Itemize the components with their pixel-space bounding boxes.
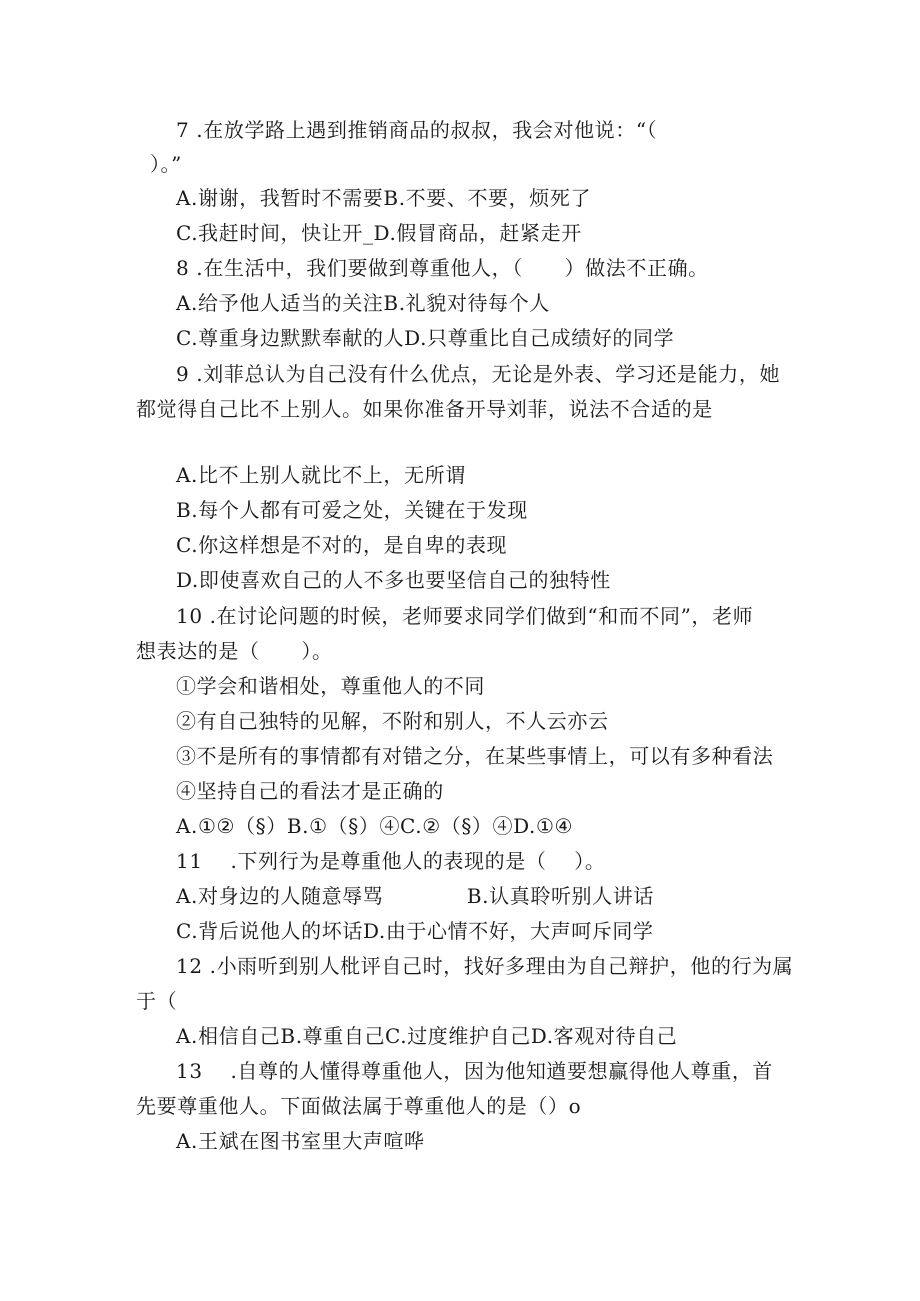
- question-10-statement-4: ④坚持自己的看法才是正确的: [176, 779, 444, 803]
- question-10-stem-cont: 想表达的是（ ）。: [136, 639, 333, 663]
- question-11-options-cd: C.背后说他人的坏话D.由于心情不好，大声呵斥同学: [176, 919, 654, 943]
- question-13-option-a: A.王斌在图书室里大声喧哗: [176, 1129, 425, 1153]
- question-7-options-ab: A.谢谢，我暂时不需要B.不要、不要，烦死了: [176, 186, 592, 210]
- question-13-stem: 13 .自尊的人懂得尊重他人，因为他知遒要想赢得他人尊重，首: [176, 1059, 774, 1083]
- question-12-options: A.相信自己B.尊重自己C.过度维护自己D.客观对待自己: [176, 1024, 678, 1048]
- question-10-statement-1: ①学会和谐相处，尊重他人的不同: [176, 674, 485, 698]
- question-9-stem: 9 .刘菲总认为自己没有什么优点，无论是外表、学习还是能力，她: [176, 362, 781, 386]
- question-7-stem-cont: ）。”: [136, 152, 182, 176]
- question-7-stem: 7 .在放学路上遇到推销商品的叔叔，我会对他说：“（: [176, 118, 658, 142]
- question-9-option-a: A.比不上别人就比不上，无所谓: [176, 463, 466, 487]
- question-10-statement-3: ③不是所有的事情都有对错之分，在某些事情上，可以有多种看法: [176, 744, 774, 768]
- question-12-stem-cont: 于（: [136, 989, 178, 1013]
- question-12-stem: 12 .小雨听到别人枇评自己时，找好多理由为自己辩护，他的行为属: [176, 954, 794, 978]
- question-10-statement-2: ②有自己独特的见解，不附和别人，不人云亦云: [176, 709, 609, 733]
- question-13-stem-cont: 先要尊重他人。下面做法属于尊重他人的是（）o: [136, 1094, 582, 1118]
- question-7-options-cd: C.我赶时间，快让开_D.假冒商品，赶紧走开: [176, 221, 582, 245]
- question-8-stem: 8 .在生活中，我们要做到尊重他人，（ ）做法不正确。: [176, 256, 709, 280]
- question-9-option-b: B.每个人都有可爱之处，关键在于发现: [176, 498, 528, 522]
- question-11-stem: 11 .下列行为是尊重他人的表现的是（ ）。: [176, 849, 606, 873]
- question-8-options-cd: C.尊重身边默默奉献的人D.只尊重比自己成绩好的同学: [176, 326, 675, 350]
- question-8-options-ab: A.给予他人适当的关注B.礼貌对待每个人: [176, 291, 550, 315]
- question-10-stem: 10 .在讨论问题的时候，老师要求同学们做到“和而不同”，老师: [176, 604, 754, 628]
- question-10-options: A.①②（§）B.①（§）④C.②（§）④D.①④: [176, 814, 574, 838]
- question-9-option-d: D.即使喜欢自己的人不多也要坚信自己的独特性: [176, 568, 611, 592]
- question-9-option-c: C.你这样想是不对的，是自卑的表现: [176, 533, 508, 557]
- question-11-options-ab: A.对身边的人随意辱骂 B.认真聆听别人讲话: [176, 884, 654, 908]
- question-9-stem-cont: 都觉得自己比不上别人。如果你准备开导刘菲，说法不合适的是: [136, 397, 713, 421]
